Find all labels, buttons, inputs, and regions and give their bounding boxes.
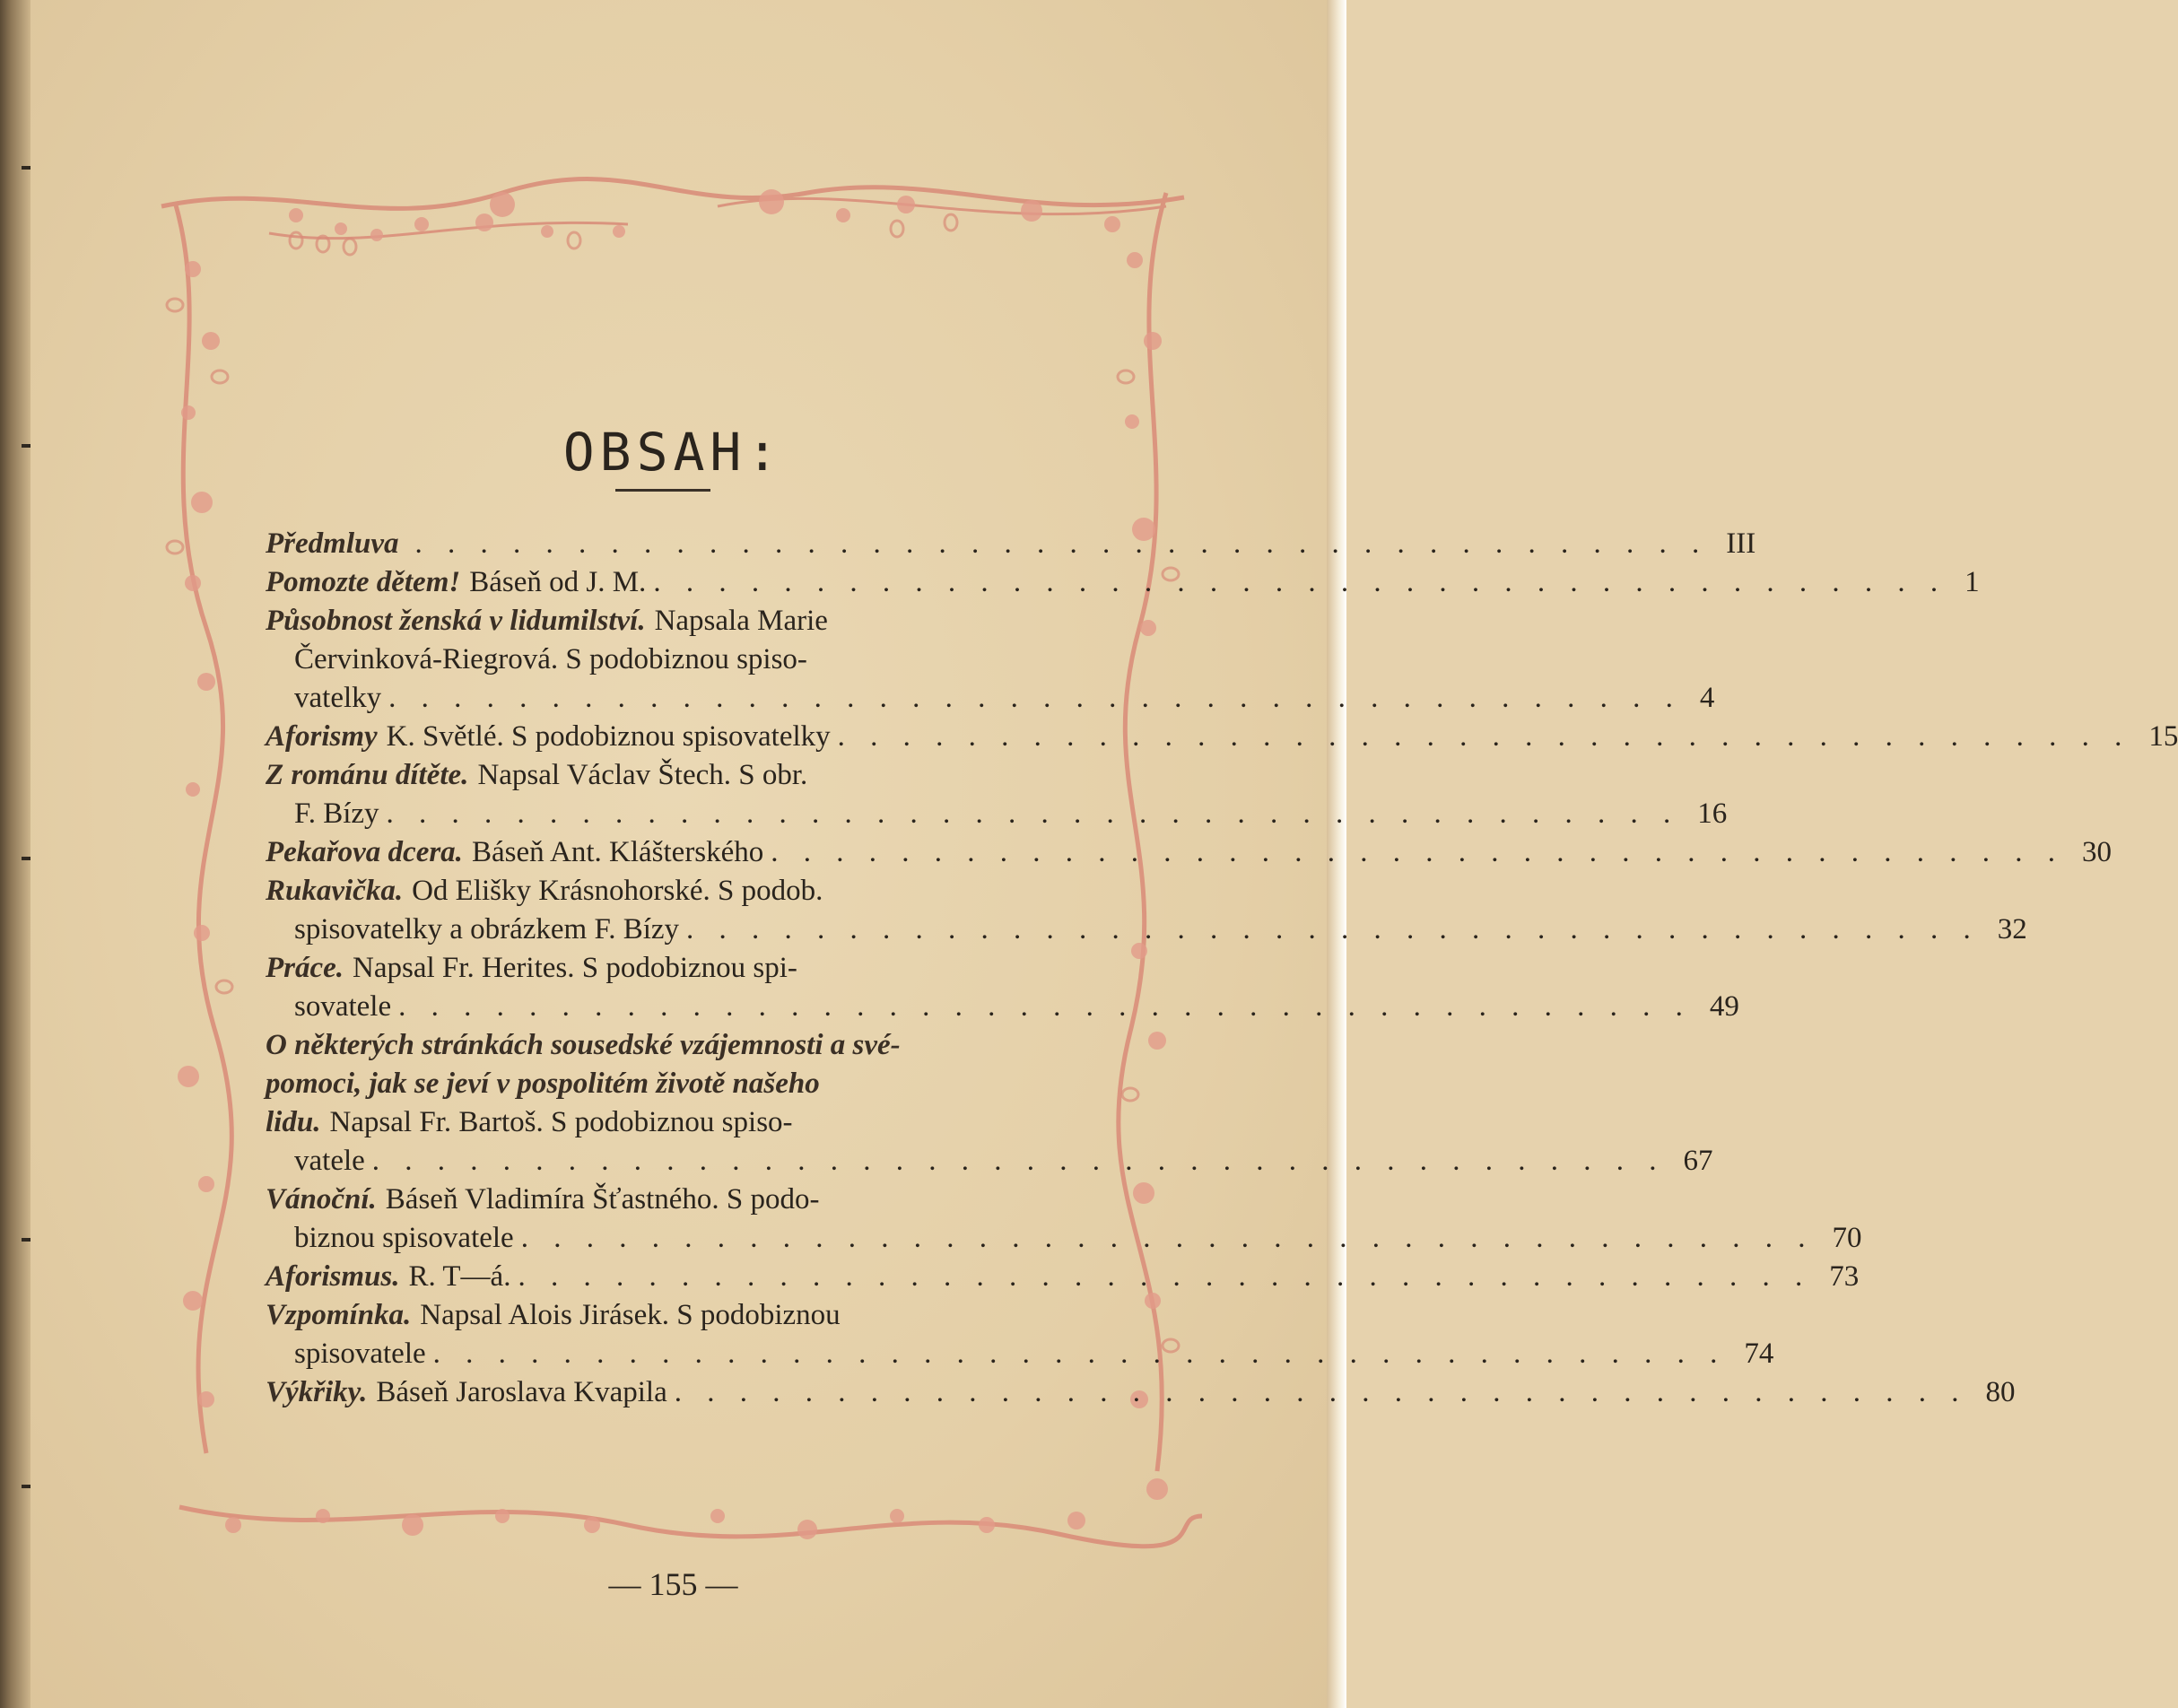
toc-entry-text: Báseň Vladimíra Šťastného. S podo- [385, 1183, 820, 1216]
toc-entry-text: Červinková-Riegrová. S podobiznou spiso- [294, 643, 807, 675]
toc-entry-title: Aforismy [266, 720, 378, 753]
toc-page-number: 49 [1709, 990, 1739, 1023]
toc-line [266, 1219, 1862, 1258]
toc-line [266, 833, 2113, 872]
toc-line [266, 1335, 1774, 1373]
leader-dots: . . . . . . . . . . . . . . . . . . . . . . . . . . . . . . . . . . . . . . . . [432, 1338, 1727, 1370]
toc-entry-title: Aforismus. [266, 1260, 400, 1293]
toc-entry-text: Napsal Fr. Herites. S podobiznou spi- [353, 952, 797, 984]
toc-page-number: 70 [1832, 1222, 1862, 1254]
leader-dots: . . . . . . . . . . . . . . . . . . . . . . . . . . . . . . . . . . . . . . . . [518, 1260, 1812, 1293]
toc-entry [266, 872, 2027, 949]
toc-entry-text: Napsala Marie [654, 605, 828, 637]
toc-entry-text: R. T—á. [408, 1260, 511, 1293]
toc-entry-text: spisovatelky a obrázkem F. Bízy [294, 913, 680, 946]
toc-entry-text: vatele [294, 1145, 365, 1177]
toc-line [266, 1065, 1064, 1103]
toc-entry-text: Báseň Ant. Klášterského [471, 836, 764, 868]
toc-page-number: 67 [1683, 1145, 1713, 1177]
toc-page-number: 16 [1697, 797, 1728, 830]
toc-line [266, 795, 1728, 833]
toc-entry [266, 756, 1728, 833]
toc-entry-text: Báseň Jaroslava Kvapila [376, 1376, 667, 1408]
toc-line [266, 563, 1980, 602]
toc-entry [266, 525, 1756, 563]
leader-dots: . . . . . . . . . . . . . . . . . . . . . . . . . . . . . . . . . . . . . . . . [371, 1145, 1666, 1177]
table-of-contents [266, 525, 2178, 1412]
toc-entry-text: Báseň od J. M. [469, 566, 647, 598]
toc-page-number: 1 [1965, 566, 1980, 598]
toc-page-number: III [1726, 527, 1756, 560]
toc-entry-title: Působnost ženská v lidumilství. [266, 605, 646, 637]
toc-entry-text: Od Elišky Krásnohorské. S podob. [412, 875, 823, 907]
toc-line [266, 756, 1064, 795]
toc-entry-title: O některých stránkách sousedské vzájemnosti a své- [266, 1029, 901, 1061]
toc-entry-title: Výkřiky. [266, 1376, 368, 1408]
leader-dots: . . . . . . . . . . . . . . . . . . . . . . . . . . . . . . . . . . . . . . . . [386, 797, 1680, 830]
toc-page-number: 74 [1744, 1338, 1774, 1370]
toc-line [266, 1103, 1064, 1142]
toc-entry-title: lidu. [266, 1106, 321, 1138]
toc-entry [266, 718, 2178, 756]
toc-line [266, 640, 1064, 679]
toc-entry-text: Napsal Fr. Bartoš. S podobiznou spiso- [329, 1106, 793, 1138]
toc-entry-text: vatelky [294, 682, 382, 714]
toc-line [266, 911, 2027, 949]
toc-entry [266, 563, 1980, 602]
leader-dots: . . . . . . . . . . . . . . . . . . . . . . . . . . . . . . . . . . . . . . . . [653, 566, 1947, 598]
toc-line [266, 718, 2178, 756]
leader-dots: . . . . . . . . . . . . . . . . . . . . . . . . . . . . . . . . . . . . . . . . [771, 836, 2065, 868]
toc-entry-title: Pomozte dětem! [266, 566, 461, 598]
toc-line [266, 1373, 2016, 1412]
toc-entry-text: Napsal Václav Štech. S obr. [477, 759, 808, 791]
toc-entry [266, 1181, 1862, 1258]
toc-entry [266, 1296, 1774, 1373]
toc-entry-title: Vzpomínka. [266, 1299, 412, 1331]
toc-page-number: 4 [1699, 682, 1715, 714]
toc-line [266, 1296, 1064, 1335]
toc-line [266, 1181, 1064, 1219]
toc-line [266, 602, 1064, 640]
toc-entry [266, 1026, 1713, 1181]
toc-page-number: 32 [1997, 913, 2027, 946]
toc-entry-title: Rukavička. [266, 875, 404, 907]
toc-entry-text: biznou spisovatele [294, 1222, 514, 1254]
toc-page-number: 80 [1985, 1376, 2016, 1408]
toc-line [266, 1142, 1713, 1181]
toc-line [266, 949, 1064, 988]
toc-entry [266, 1258, 1860, 1296]
toc-entry [266, 949, 1739, 1026]
toc-line [266, 1258, 1860, 1296]
leader-dots: . . . . . . . . . . . . . . . . . . . . . . . . . . . . . . . . . . . . . . . . [520, 1222, 1815, 1254]
page-title: OBSAH: [562, 422, 784, 483]
toc-entry-text: F. Bízy [294, 797, 379, 830]
page-number: — 155 — [608, 1566, 738, 1602]
toc-page-number: 15 [2148, 720, 2178, 753]
toc-entry [266, 602, 1715, 718]
toc-entry [266, 1373, 2016, 1412]
leader-dots: . . . . . . . . . . . . . . . . . . . . . . . . . . . . . . . . . . . . . . . . [686, 913, 1980, 946]
toc-entry-text: K. Světlé. S podobiznou spisovatelky [386, 720, 831, 753]
leader-dots: . . . . . . . . . . . . . . . . . . . . . . . . . . . . . . . . . . . . . . . . [398, 990, 1692, 1023]
toc-page-number: 73 [1829, 1260, 1860, 1293]
toc-entry-title: Vánoční. [266, 1183, 377, 1216]
title-underline [615, 489, 710, 492]
toc-entry-title: pomoci, jak se jeví v pospolitém životě našeho [266, 1068, 820, 1100]
leader-dots: . . . . . . . . . . . . . . . . . . . . . . . . . . . . . . . . . . . . . . . . [414, 527, 1709, 560]
toc-page-number: 30 [2082, 836, 2113, 868]
leader-dots: . . . . . . . . . . . . . . . . . . . . . . . . . . . . . . . . . . . . . . . . [388, 682, 1682, 714]
toc-entry-text: sovatele [294, 990, 392, 1023]
toc-line [266, 1026, 1064, 1065]
toc-entry [266, 833, 2113, 872]
leader-dots: . . . . . . . . . . . . . . . . . . . . . . . . . . . . . . . . . . . . . . . . [837, 720, 2131, 753]
toc-entry-text: Napsal Alois Jirásek. S podobiznou [420, 1299, 841, 1331]
toc-line [266, 525, 1756, 563]
toc-line [266, 872, 1064, 911]
toc-line [266, 988, 1739, 1026]
toc-entry-text: spisovatele [294, 1338, 426, 1370]
toc-line [266, 679, 1715, 718]
toc-entry-title: Práce. [266, 952, 344, 984]
toc-entry-title: Pekařova dcera. [266, 836, 463, 868]
leader-dots: . . . . . . . . . . . . . . . . . . . . . . . . . . . . . . . . . . . . . . . . [674, 1376, 1968, 1408]
toc-entry-title: Z románu dítěte. [266, 759, 469, 791]
toc-entry-title: Předmluva [266, 527, 399, 560]
